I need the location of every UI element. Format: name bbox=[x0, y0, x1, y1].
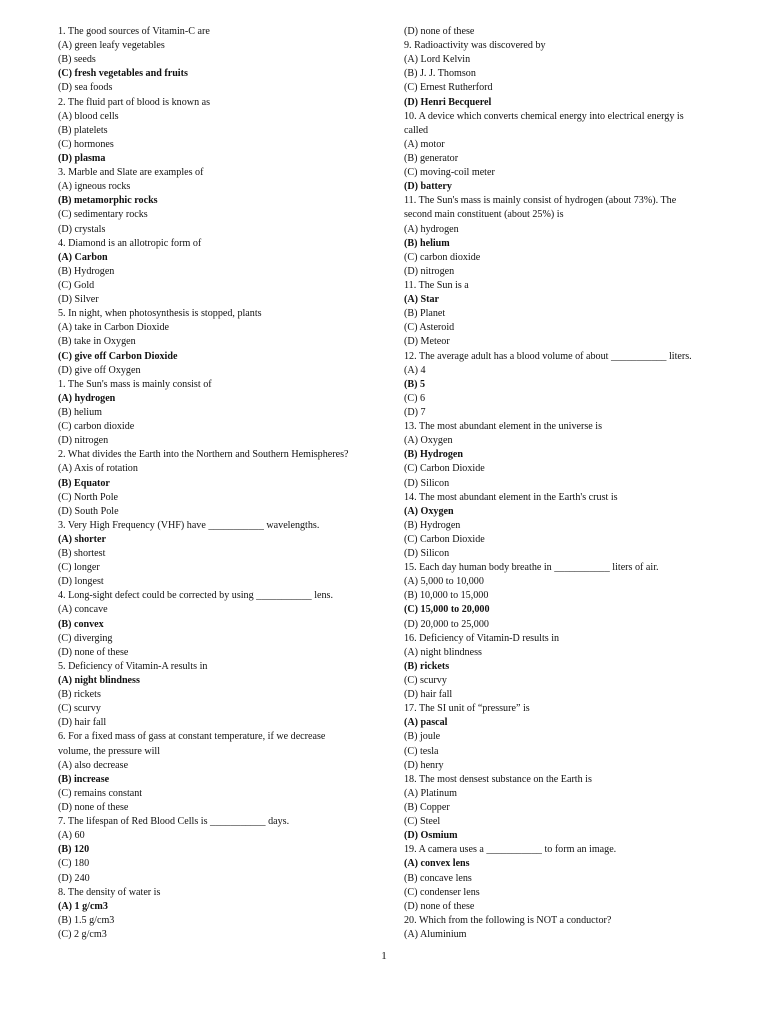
answer-option: (A) 4 bbox=[404, 364, 426, 376]
answer-option: (D) nitrogen bbox=[58, 435, 109, 447]
answer-option: (A) motor bbox=[404, 138, 445, 150]
answer-option-correct: (B) increase bbox=[58, 773, 110, 785]
question-text: 11. The Sun's mass is mainly consist of hydrogen (about 73%). The bbox=[404, 195, 677, 207]
answer-option: (A) Platinum bbox=[404, 787, 457, 799]
answer-option: (C) 180 bbox=[58, 858, 90, 870]
answer-option: (D) 7 bbox=[404, 406, 426, 418]
question-text: called bbox=[404, 124, 429, 136]
answer-option: (D) none of these bbox=[58, 802, 129, 814]
answer-option: (D) Silicon bbox=[404, 477, 450, 489]
answer-option: (C) carbon dioxide bbox=[58, 421, 135, 433]
question-text: 11. The Sun is a bbox=[404, 279, 469, 291]
answer-option: (C) 6 bbox=[404, 392, 426, 404]
answer-option-correct: (D) Henri Becquerel bbox=[404, 96, 492, 108]
question-text: 12. The average adult has a blood volume of about ___________ liters. bbox=[404, 350, 692, 362]
answer-option-correct: (A) Star bbox=[404, 294, 440, 306]
answer-option: (D) none of these bbox=[404, 900, 475, 912]
answer-option: (B) joule bbox=[404, 731, 441, 743]
answer-option: (B) rickets bbox=[58, 689, 101, 701]
answer-option: (B) Copper bbox=[404, 802, 450, 814]
answer-option: (A) Lord Kelvin bbox=[404, 54, 471, 66]
answer-option: (D) sea foods bbox=[58, 82, 113, 94]
answer-option-correct: (B) Hydrogen bbox=[404, 449, 463, 461]
answer-option: (B) shortest bbox=[58, 548, 106, 560]
answer-option-correct: (C) 15,000 to 20,000 bbox=[404, 604, 490, 616]
answer-option-correct: (A) 1 g/cm3 bbox=[58, 900, 108, 912]
answer-option: (C) hormones bbox=[58, 138, 114, 150]
left-column bbox=[58, 25, 398, 942]
answer-option: (C) Gold bbox=[58, 279, 95, 291]
question-text: 9. Radioactivity was discovered by bbox=[404, 40, 546, 52]
answer-option: (C) carbon dioxide bbox=[404, 251, 481, 263]
answer-option: (D) Silicon bbox=[404, 548, 450, 560]
answer-option: (B) Hydrogen bbox=[404, 519, 461, 531]
question-text: 2. What divides the Earth into the Northern and Southern Hemispheres? bbox=[58, 449, 349, 461]
question-text: 1. The Sun's mass is mainly consist of bbox=[58, 378, 212, 390]
answer-option: (D) none of these bbox=[58, 646, 129, 658]
question-text: 1. The good sources of Vitamin-C are bbox=[58, 26, 210, 37]
answer-option: (B) helium bbox=[58, 406, 103, 418]
answer-option: (B) concave lens bbox=[404, 872, 472, 884]
answer-option: (A) 5,000 to 10,000 bbox=[404, 576, 484, 588]
question-text: 3. Marble and Slate are examples of bbox=[58, 167, 204, 179]
answer-option: (C) diverging bbox=[58, 632, 113, 644]
answer-option-correct: (D) plasma bbox=[58, 152, 106, 164]
answer-option-correct: (B) metamorphic rocks bbox=[58, 195, 158, 207]
page-number: 1 bbox=[381, 950, 387, 962]
answer-option: (A) take in Carbon Dioxide bbox=[58, 322, 170, 334]
answer-option: (B) Planet bbox=[404, 308, 446, 320]
question-text: 17. The SI unit of “pressure” is bbox=[404, 703, 530, 715]
answer-option-correct: (D) battery bbox=[404, 181, 452, 193]
right-column bbox=[404, 25, 714, 942]
question-text: 10. A device which converts chemical energy into electrical energy is bbox=[404, 110, 684, 122]
answer-option: (B) J. J. Thomson bbox=[404, 68, 476, 80]
answer-option: (C) condenser lens bbox=[404, 886, 480, 898]
answer-option: (A) green leafy vegetables bbox=[58, 40, 165, 52]
answer-option: (A) Aluminium bbox=[404, 929, 467, 940]
answer-option-correct: (C) give off Carbon Dioxide bbox=[58, 350, 178, 362]
answer-option: (C) longer bbox=[58, 562, 100, 574]
answer-option-correct: (C) fresh vegetables and fruits bbox=[58, 68, 188, 80]
answer-option: (A) hydrogen bbox=[404, 223, 459, 235]
answer-option-correct: (B) 5 bbox=[404, 378, 426, 390]
answer-option: (D) longest bbox=[58, 576, 104, 588]
answer-option-correct: (A) convex lens bbox=[404, 858, 470, 870]
question-text: 5. Deficiency of Vitamin-A results in bbox=[58, 660, 208, 672]
answer-option: (A) night blindness bbox=[404, 646, 482, 658]
answer-option: (A) blood cells bbox=[58, 110, 119, 122]
answer-option-correct: (B) 120 bbox=[58, 844, 90, 856]
answer-option: (D) hair fall bbox=[58, 717, 107, 729]
answer-option: (C) 2 g/cm3 bbox=[58, 929, 107, 940]
question-text: 4. Long-sight defect could be corrected by using ___________ lens. bbox=[58, 590, 333, 602]
answer-option: (C) scurvy bbox=[58, 703, 101, 715]
answer-option-correct: (A) Carbon bbox=[58, 251, 108, 263]
answer-option: (C) Ernest Rutherford bbox=[404, 82, 493, 94]
question-text: 13. The most abundant element in the universe is bbox=[404, 421, 603, 433]
question-text: 6. For a fixed mass of gass at constant temperature, if we decrease bbox=[58, 731, 326, 743]
answer-option: (B) Hydrogen bbox=[58, 265, 115, 277]
answer-option: (D) Silver bbox=[58, 294, 99, 306]
question-text: 5. In night, when photosynthesis is stopped, plants bbox=[58, 308, 262, 320]
answer-option: (D) nitrogen bbox=[404, 265, 455, 277]
answer-option: (C) remains constant bbox=[58, 787, 143, 799]
answer-option-correct: (B) Equator bbox=[58, 477, 110, 489]
answer-option-correct: (B) convex bbox=[58, 618, 104, 630]
answer-option: (C) scurvy bbox=[404, 675, 447, 687]
question-text: 4. Diamond is an allotropic form of bbox=[58, 237, 202, 249]
answer-option: (D) henry bbox=[404, 759, 444, 771]
answer-option-correct: (A) night blindness bbox=[58, 675, 140, 687]
answer-option: (A) Axis of rotation bbox=[58, 463, 138, 475]
question-text: 18. The most densest substance on the Earth is bbox=[404, 773, 592, 785]
answer-option: (B) take in Oxygen bbox=[58, 336, 136, 348]
answer-option: (C) sedimentary rocks bbox=[58, 209, 148, 221]
answer-option: (B) generator bbox=[404, 152, 459, 164]
question-text: 3. Very High Frequency (VHF) have ___________ wavelengths. bbox=[58, 519, 320, 531]
answer-option-correct: (A) shorter bbox=[58, 533, 106, 545]
question-text: 14. The most abundant element in the Earth's crust is bbox=[404, 491, 618, 503]
answer-option: (B) 1.5 g/cm3 bbox=[58, 914, 115, 926]
answer-option: (C) moving-coil meter bbox=[404, 167, 495, 179]
answer-option: (C) tesla bbox=[404, 745, 439, 757]
answer-option: (D) 240 bbox=[58, 872, 90, 884]
question-text: 20. Which from the following is NOT a conductor? bbox=[404, 914, 612, 926]
answer-option: (B) platelets bbox=[58, 124, 108, 136]
question-text: 8. The density of water is bbox=[58, 886, 161, 898]
question-text: 19. A camera uses a ___________ to form an image. bbox=[404, 844, 617, 856]
answer-option-correct: (A) pascal bbox=[404, 717, 448, 729]
answer-option: (C) Carbon Dioxide bbox=[404, 463, 485, 475]
answer-option-correct: (A) hydrogen bbox=[58, 392, 116, 404]
question-text: 15. Each day human body breathe in ___________ liters of air. bbox=[404, 562, 659, 574]
answer-option: (D) Meteor bbox=[404, 336, 450, 348]
question-text: second main constituent (about 25%) is bbox=[404, 209, 564, 221]
answer-option: (D) give off Oxygen bbox=[58, 364, 141, 376]
answer-option: (A) igneous rocks bbox=[58, 181, 131, 193]
answer-option: (D) South Pole bbox=[58, 505, 119, 517]
answer-option-correct: (A) Oxygen bbox=[404, 505, 454, 517]
answer-option: (B) 10,000 to 15,000 bbox=[404, 590, 489, 602]
answer-option: (A) Oxygen bbox=[404, 435, 453, 447]
answer-option: (A) concave bbox=[58, 604, 108, 616]
question-text: 16. Deficiency of Vitamin-D results in bbox=[404, 632, 560, 644]
question-text: 7. The lifespan of Red Blood Cells is ___________ days. bbox=[58, 816, 290, 828]
answer-option: (D) none of these bbox=[404, 26, 475, 37]
answer-option: (C) Carbon Dioxide bbox=[404, 533, 485, 545]
answer-option-correct: (B) helium bbox=[404, 237, 450, 249]
answer-option: (C) North Pole bbox=[58, 491, 118, 503]
answer-option: (B) seeds bbox=[58, 54, 96, 66]
answer-option: (A) also decrease bbox=[58, 759, 129, 771]
question-text: volume, the pressure will bbox=[58, 745, 161, 757]
answer-option: (D) hair fall bbox=[404, 689, 453, 701]
answer-option: (C) Asteroid bbox=[404, 322, 455, 334]
answer-option: (D) crystals bbox=[58, 223, 106, 235]
answer-option-correct: (D) Osmium bbox=[404, 830, 458, 842]
answer-option: (D) 20,000 to 25,000 bbox=[404, 618, 489, 630]
question-text: 2. The fluid part of blood is known as bbox=[58, 96, 211, 108]
answer-option: (C) Steel bbox=[404, 816, 441, 828]
answer-option: (A) 60 bbox=[58, 830, 85, 842]
answer-option-correct: (B) rickets bbox=[404, 660, 450, 672]
